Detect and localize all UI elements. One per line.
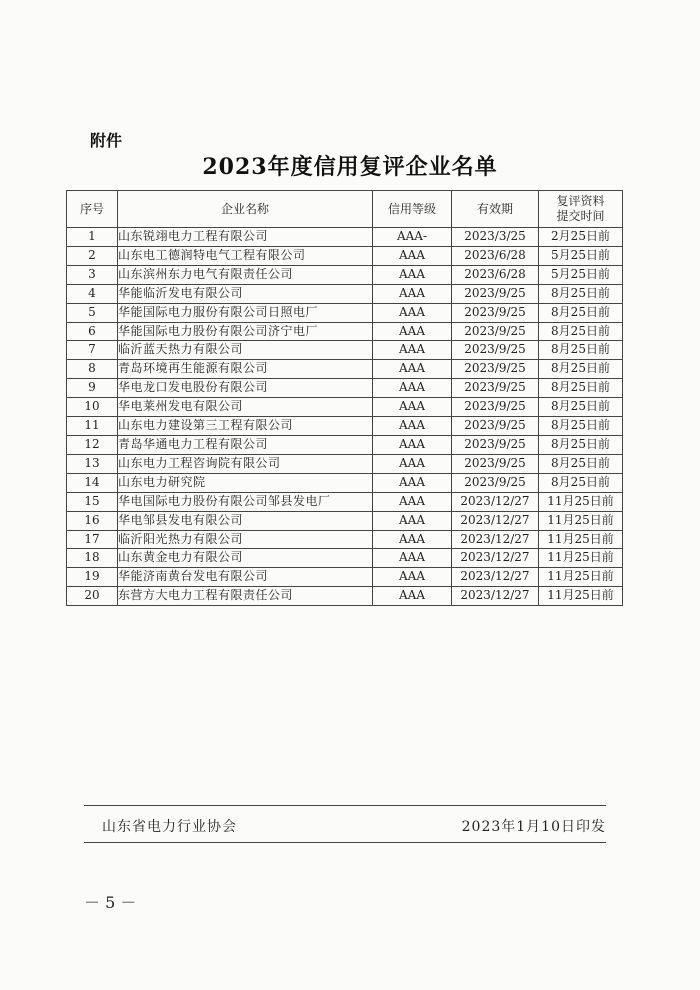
cell-seq: 12	[67, 435, 118, 454]
cell-submit: 8月25日前	[539, 417, 623, 436]
cell-valid: 2023/9/25	[452, 360, 539, 379]
cell-submit: 8月25日前	[539, 360, 623, 379]
cell-grade: AAA	[373, 435, 452, 454]
cell-grade: AAA	[373, 379, 452, 398]
cell-name: 东营方大电力工程有限责任公司	[118, 587, 373, 606]
cell-valid: 2023/9/25	[452, 454, 539, 473]
cell-submit: 8月25日前	[539, 435, 623, 454]
page-number: － 5 －	[84, 893, 137, 912]
header-row	[67, 191, 623, 228]
cell-grade: AAA	[373, 568, 452, 587]
cell-submit: 8月25日前	[539, 454, 623, 473]
cell-name: 山东电力建设第三工程有限公司	[118, 417, 373, 436]
cell-name: 华电国际电力股份有限公司邹县发电厂	[118, 492, 373, 511]
table-row	[67, 492, 623, 511]
cell-grade: AAA	[373, 549, 452, 568]
footer-top-rule	[84, 805, 606, 806]
cell-grade: AAA-	[373, 228, 452, 247]
cell-submit: 8月25日前	[539, 379, 623, 398]
cell-name: 山东锐翊电力工程有限公司	[118, 228, 373, 247]
header-submit-line2: 提交时间	[556, 209, 605, 223]
cell-name: 青岛环境再生能源有限公司	[118, 360, 373, 379]
cell-seq: 4	[67, 284, 118, 303]
cell-seq: 11	[67, 417, 118, 436]
attachment-label: 附件	[90, 131, 123, 150]
cell-valid: 2023/12/27	[452, 530, 539, 549]
cell-grade: AAA	[373, 265, 452, 284]
cell-grade: AAA	[373, 246, 452, 265]
cell-grade: AAA	[373, 587, 452, 606]
header-name: 企业名称	[118, 191, 373, 228]
cell-submit: 5月25日前	[539, 265, 623, 284]
table-row	[67, 228, 623, 247]
cell-submit: 8月25日前	[539, 322, 623, 341]
cell-valid: 2023/6/28	[452, 265, 539, 284]
cell-submit: 11月25日前	[539, 511, 623, 530]
cell-grade: AAA	[373, 322, 452, 341]
footer-bottom-rule	[84, 842, 606, 843]
table-row	[67, 246, 623, 265]
cell-grade: AAA	[373, 284, 452, 303]
cell-name: 华能国际电力服份有限公司日照电厂	[118, 303, 373, 322]
cell-submit: 11月25日前	[539, 492, 623, 511]
cell-grade: AAA	[373, 303, 452, 322]
cell-grade: AAA	[373, 454, 452, 473]
cell-seq: 7	[67, 341, 118, 360]
enterprise-list-table	[66, 190, 623, 606]
cell-valid: 2023/9/25	[452, 417, 539, 436]
cell-seq: 9	[67, 379, 118, 398]
table-header	[67, 191, 623, 228]
table-body	[67, 228, 623, 606]
cell-valid: 2023/9/25	[452, 473, 539, 492]
cell-valid: 2023/12/27	[452, 587, 539, 606]
cell-valid: 2023/9/25	[452, 379, 539, 398]
cell-valid: 2023/12/27	[452, 568, 539, 587]
cell-grade: AAA	[373, 511, 452, 530]
cell-seq: 2	[67, 246, 118, 265]
cell-seq: 13	[67, 454, 118, 473]
header-valid: 有效期	[452, 191, 539, 228]
cell-grade: AAA	[373, 360, 452, 379]
cell-grade: AAA	[373, 417, 452, 436]
cell-submit: 8月25日前	[539, 398, 623, 417]
cell-submit: 11月25日前	[539, 568, 623, 587]
cell-seq: 5	[67, 303, 118, 322]
cell-grade: AAA	[373, 473, 452, 492]
table-row	[67, 265, 623, 284]
cell-seq: 19	[67, 568, 118, 587]
cell-name: 山东黄金电力有限公司	[118, 549, 373, 568]
table-row	[67, 530, 623, 549]
cell-grade: AAA	[373, 492, 452, 511]
cell-name: 山东电力研究院	[118, 473, 373, 492]
cell-valid: 2023/12/27	[452, 549, 539, 568]
cell-submit: 11月25日前	[539, 549, 623, 568]
cell-name: 华能国际电力股份有限公司济宁电厂	[118, 322, 373, 341]
cell-valid: 2023/9/25	[452, 398, 539, 417]
cell-valid: 2023/6/28	[452, 246, 539, 265]
cell-submit: 11月25日前	[539, 587, 623, 606]
cell-valid: 2023/9/25	[452, 303, 539, 322]
cell-grade: AAA	[373, 398, 452, 417]
cell-seq: 14	[67, 473, 118, 492]
cell-name: 华电莱州发电有限公司	[118, 398, 373, 417]
table-row	[67, 341, 623, 360]
cell-valid: 2023/3/25	[452, 228, 539, 247]
cell-seq: 10	[67, 398, 118, 417]
cell-seq: 8	[67, 360, 118, 379]
table-row	[67, 587, 623, 606]
table-row	[67, 511, 623, 530]
cell-submit: 2月25日前	[539, 228, 623, 247]
cell-name: 山东电力工程咨询院有限公司	[118, 454, 373, 473]
cell-name: 华电龙口发电股份有限公司	[118, 379, 373, 398]
table-row	[67, 568, 623, 587]
cell-seq: 17	[67, 530, 118, 549]
table-row	[67, 379, 623, 398]
cell-seq: 20	[67, 587, 118, 606]
cell-name: 华能济南黄台发电有限公司	[118, 568, 373, 587]
cell-seq: 15	[67, 492, 118, 511]
cell-valid: 2023/9/25	[452, 341, 539, 360]
cell-submit: 5月25日前	[539, 246, 623, 265]
header-submit	[539, 191, 623, 228]
cell-submit: 8月25日前	[539, 303, 623, 322]
cell-name: 临沂蓝天热力有限公司	[118, 341, 373, 360]
cell-submit: 8月25日前	[539, 473, 623, 492]
header-grade: 信用等级	[373, 191, 452, 228]
cell-name: 华电邹县发电有限公司	[118, 511, 373, 530]
cell-submit: 11月25日前	[539, 530, 623, 549]
table-row	[67, 322, 623, 341]
cell-name: 临沂阳光热力有限公司	[118, 530, 373, 549]
cell-seq: 18	[67, 549, 118, 568]
table-row	[67, 360, 623, 379]
table-row	[67, 398, 623, 417]
header-seq: 序号	[67, 191, 118, 228]
header-submit-line1: 复评资料	[556, 194, 605, 208]
cell-valid: 2023/12/27	[452, 511, 539, 530]
footer-organization: 山东省电力行业协会	[102, 819, 237, 835]
cell-submit: 8月25日前	[539, 284, 623, 303]
cell-seq: 1	[67, 228, 118, 247]
cell-seq: 6	[67, 322, 118, 341]
cell-submit: 8月25日前	[539, 341, 623, 360]
table-row	[67, 284, 623, 303]
table-row	[67, 435, 623, 454]
cell-valid: 2023/9/25	[452, 284, 539, 303]
cell-valid: 2023/9/25	[452, 322, 539, 341]
footer-issue-date: 2023年1月10日印发	[461, 819, 606, 835]
cell-name: 华能临沂发电有限公司	[118, 284, 373, 303]
cell-seq: 16	[67, 511, 118, 530]
table-row	[67, 549, 623, 568]
cell-name: 青岛华通电力工程有限公司	[118, 435, 373, 454]
cell-valid: 2023/9/25	[452, 435, 539, 454]
table-row	[67, 473, 623, 492]
cell-grade: AAA	[373, 530, 452, 549]
cell-valid: 2023/12/27	[452, 492, 539, 511]
table-row	[67, 417, 623, 436]
table-row	[67, 303, 623, 322]
cell-name: 山东滨州东力电气有限责任公司	[118, 265, 373, 284]
cell-name: 山东电工德润特电气工程有限公司	[118, 246, 373, 265]
cell-grade: AAA	[373, 341, 452, 360]
document-title: 2023年度信用复评企业名单	[202, 154, 498, 180]
cell-seq: 3	[67, 265, 118, 284]
table-row	[67, 454, 623, 473]
